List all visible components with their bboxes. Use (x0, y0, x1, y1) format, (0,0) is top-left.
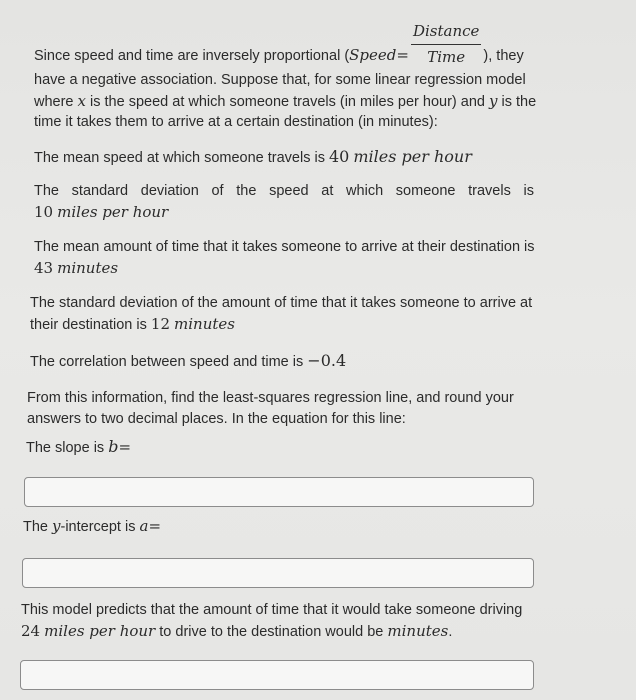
slope-label: The slope is (26, 440, 109, 456)
mean-speed-value: 40 (328, 147, 350, 166)
sd-speed-fact (34, 181, 534, 224)
y-variable: y (488, 92, 498, 110)
prediction-period: . (448, 624, 453, 640)
distance-over-time-fraction (411, 21, 481, 68)
intro-line-3-mid: is the speed at which someone travels (in miles per hour) and (86, 94, 489, 110)
sd-time-value: 12 (150, 315, 170, 333)
prediction-question (21, 600, 522, 643)
sd-speed-value-line (34, 202, 534, 224)
sd-speed-unit: miles per hour (57, 203, 169, 221)
intro-text-end: ), they (483, 48, 524, 65)
instructions-line-1: From this information, find the least-squares regression line, and round your (27, 390, 514, 406)
prediction-line-2-text: to drive to the destination would be (155, 624, 388, 640)
mean-speed-text: The mean speed at which someone travels is (34, 150, 329, 166)
slope-equals: = (118, 438, 132, 456)
prediction-line-2 (21, 621, 522, 643)
intercept-label-pre: The (23, 519, 53, 535)
mean-time-value-line (34, 258, 535, 280)
fraction-numerator: Distance (411, 21, 481, 45)
prediction-answer-input[interactable] (20, 660, 534, 690)
intro-line-1 (34, 22, 594, 72)
prediction-time-unit: minutes (387, 622, 449, 640)
sd-speed-text: The standard deviation of the speed at which someone travels is (34, 183, 534, 199)
equals-sign: = (396, 46, 409, 65)
correlation-text: The correlation between speed and time is (30, 354, 308, 370)
x-variable: x (77, 92, 86, 110)
intercept-answer-input[interactable] (22, 558, 534, 588)
sd-speed-value: 10 (34, 203, 54, 221)
correlation-value: −0.4 (307, 351, 347, 370)
mean-time-text: The mean amount of time that it takes someone to arrive at their destination is (34, 239, 535, 255)
sd-time-text: The standard deviation of the amount of time that it takes someone to arrive at (30, 295, 533, 311)
instructions-line-2: answers to two decimal places. In the equation for this line: (27, 411, 406, 427)
slope-variable: b (108, 437, 119, 456)
intercept-question (23, 516, 161, 538)
mean-speed-fact (34, 146, 472, 169)
fraction-denominator: Time (427, 48, 466, 66)
intro-line-2: have a negative association. Suppose that, for some linear regression model (34, 72, 526, 88)
intercept-y-variable: y (52, 517, 61, 535)
intro-text: Since speed and time are inversely proportional ( (34, 48, 350, 65)
prediction-speed-unit: miles per hour (44, 622, 156, 640)
intro-line-3-end: is the (497, 94, 537, 110)
sd-time-unit: minutes (174, 315, 235, 333)
speed-variable: Speed (349, 46, 397, 65)
mean-time-value: 43 (34, 259, 54, 277)
mean-speed-unit: miles per hour (353, 147, 472, 166)
sd-time-fact (30, 293, 532, 336)
slope-question (26, 436, 131, 459)
mean-time-fact (34, 237, 535, 280)
prediction-line-1: This model predicts that the amount of time that it would take someone driving (21, 602, 523, 618)
intercept-equals: = (148, 517, 162, 535)
intro-line-3-text: where (34, 94, 78, 110)
intercept-label-mid: -intercept is (60, 519, 140, 535)
sd-time-text-2: their destination is (30, 317, 151, 333)
prediction-speed-value: 24 (21, 622, 41, 640)
slope-answer-input[interactable] (24, 477, 534, 507)
intro-line-3 (34, 91, 536, 113)
intercept-variable: a (139, 517, 149, 535)
sd-time-value-line (30, 314, 532, 336)
correlation-fact (30, 350, 346, 373)
mean-time-unit: minutes (57, 259, 119, 277)
instructions (27, 388, 514, 430)
intro-line-4: time it takes them to arrive at a certain destination (in minutes): (34, 114, 438, 130)
